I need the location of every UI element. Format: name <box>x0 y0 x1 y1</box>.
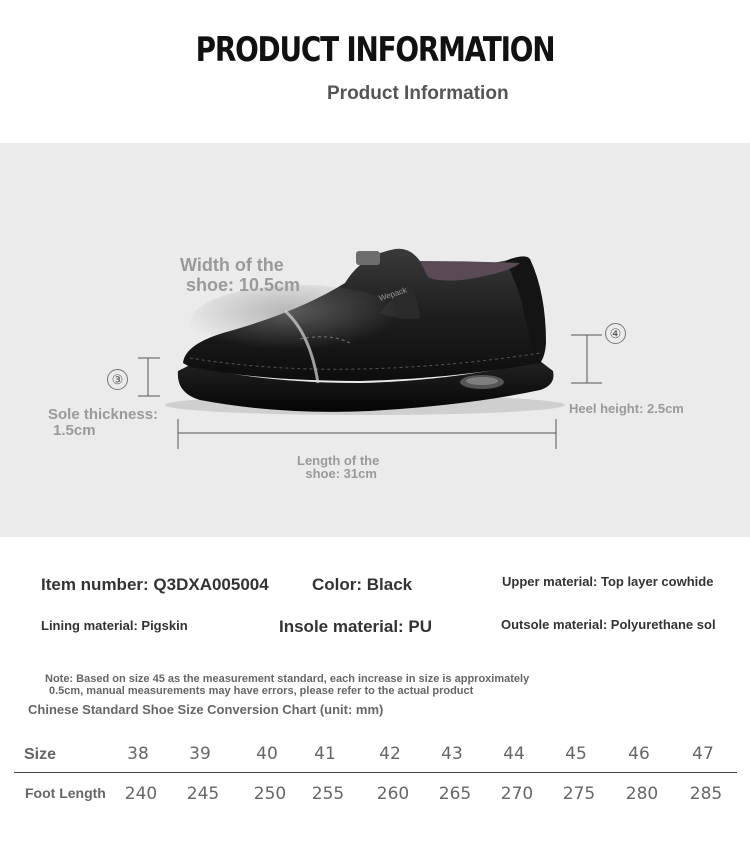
size-row-label: Size <box>24 746 57 763</box>
spec-outsole-material: Outsole material: Polyurethane sol <box>501 617 716 632</box>
size-cell: 40 <box>256 744 278 764</box>
size-cell: 42 <box>379 744 401 764</box>
size-cell: 38 <box>127 744 149 764</box>
spec-insole-material: Insole material: PU <box>279 617 433 636</box>
spec-item-number: Item number: Q3DXA005004 <box>41 575 269 594</box>
foot-length-cell: 275 <box>562 784 596 804</box>
spec-lining-material: Lining material: Pigskin <box>41 618 188 633</box>
size-cell: 45 <box>565 744 587 764</box>
spec-upper-material: Upper material: Top layer cowhide <box>502 574 714 589</box>
foot-length-cell: 250 <box>253 784 287 804</box>
page-subtitle: Product Information <box>327 83 509 104</box>
size-chart-title: Chinese Standard Shoe Size Conversion Chart (unit: mm) <box>28 702 384 717</box>
spec-color: Color: Black <box>312 575 413 594</box>
marker-4: ④ <box>605 323 626 344</box>
page-title: PRODUCT INFORMATION <box>195 30 555 70</box>
foot-length-cell: 260 <box>376 784 410 804</box>
size-cell: 46 <box>628 744 650 764</box>
foot-length-cell: 255 <box>311 784 345 804</box>
shoe-length-label: Length of the shoe: 31cm <box>297 453 380 481</box>
foot-length-cell: 245 <box>186 784 220 804</box>
table-divider <box>14 772 737 773</box>
size-cell: 43 <box>441 744 463 764</box>
measurement-note: Note: Based on size 45 as the measurement standard, each increase in size is approximately 0.5cm, manual measurements may have errors, please refer to the actual product <box>45 673 530 697</box>
foot-length-cell: 270 <box>500 784 534 804</box>
foot-length-cell: 265 <box>438 784 472 804</box>
size-cell: 44 <box>503 744 525 764</box>
sole-thickness-label: Sole thickness: 1.5cm <box>48 406 159 439</box>
size-cell: 41 <box>314 744 336 764</box>
size-cell: 47 <box>692 744 714 764</box>
size-cell: 39 <box>189 744 211 764</box>
foot-length-cell: 280 <box>625 784 659 804</box>
foot-length-cell: 285 <box>689 784 723 804</box>
shoe-logo-text: Wepack <box>377 285 408 303</box>
foot-length-row-label: Foot Length <box>25 785 106 801</box>
heel-height-label: Heel height: 2.5cm <box>569 401 684 416</box>
foot-length-cell: 240 <box>124 784 158 804</box>
marker-3: ③ <box>107 369 128 390</box>
width-label: Width of the shoe: 10.5cm <box>180 255 301 295</box>
